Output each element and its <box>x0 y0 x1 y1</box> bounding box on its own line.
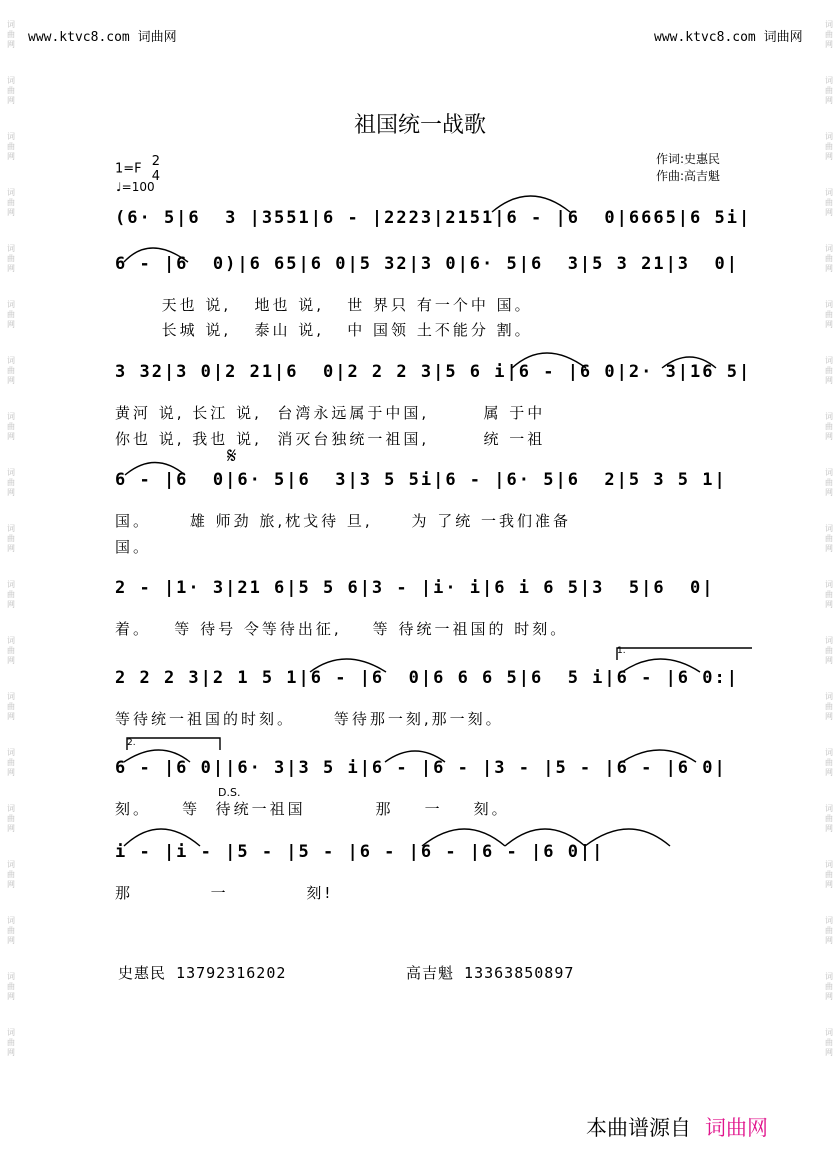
side-watermark-text: 词 曲 网 <box>825 804 833 833</box>
notes-row-2: 6 - |6 0)|6 65|6 0|5 32|3 0|6· 5|6 3|5 3 21|3 0| <box>115 254 739 274</box>
source-footer <box>586 1112 768 1142</box>
first-ending-mark: 1. <box>617 646 626 656</box>
side-watermark-text: 词 曲 网 <box>825 412 833 441</box>
contact-name: 高吉魁 <box>406 964 455 982</box>
side-watermark-text: 词 曲 网 <box>7 692 15 721</box>
side-watermark-text: 词 曲 网 <box>7 860 15 889</box>
tempo-text: =100 <box>121 180 155 194</box>
quarter-note-icon: ♩ <box>116 180 122 194</box>
contact-phone: 13363850897 <box>464 964 575 982</box>
slur <box>124 750 190 762</box>
contact-composer <box>406 962 574 983</box>
slur <box>662 357 716 368</box>
side-watermark-text: 词 曲 网 <box>7 188 15 217</box>
header-left-url[interactable]: www.ktvc8.com 词曲网 <box>28 30 177 45</box>
side-watermark-text: 词 曲 网 <box>7 1028 15 1057</box>
slur <box>512 353 586 368</box>
first-ending-bracket <box>617 648 752 660</box>
side-watermark-text: 词 曲 网 <box>7 580 15 609</box>
slur <box>585 829 670 846</box>
side-watermark-text: 词 曲 网 <box>825 916 833 945</box>
lyrics-row-2-verse-2: 长城 说, 泰山 说, 中 国领 土不能分 割。 <box>115 321 533 339</box>
side-watermark-text: 词 曲 网 <box>825 1028 833 1057</box>
slur <box>124 829 200 846</box>
contact-phone: 13792316202 <box>176 964 287 982</box>
lyricist-credit: 作词:史惠民 <box>656 152 721 166</box>
side-watermark-text: 词 曲 网 <box>825 356 833 385</box>
side-watermark-text: 词 曲 网 <box>825 20 833 49</box>
contact-name: 史惠民 <box>118 964 167 982</box>
lyrics-row-2-verse-1: 天也 说, 地也 说, 世 界只 有一个中 国。 <box>115 296 533 314</box>
notes-row-8: i - |i - |5 - |5 - |6 - |6 - |6 - |6 0|| <box>115 842 605 862</box>
time-sig-bottom: 4 <box>151 169 161 184</box>
notes-row-7: 6 - |6 0||6· 3|3 5 i|6 - |6 - |3 - |5 - |6 - |6 0| <box>115 758 727 778</box>
composer-credit: 作曲:高吉魁 <box>656 169 721 183</box>
lyrics-row-6: 等待统一祖国的时刻。 等待那一刻,那一刻。 <box>115 710 504 728</box>
side-watermark-text: 词 曲 网 <box>7 972 15 1001</box>
slur <box>125 463 185 476</box>
slur <box>385 751 445 762</box>
ds-mark: D.S. <box>218 786 241 799</box>
source-brand-link[interactable]: 词曲网 <box>705 1116 768 1140</box>
side-watermark-text: 词 曲 网 <box>7 412 15 441</box>
lyrics-row-3-verse-2: 你也 说, 我也 说, 消灭台独统一祖国, 统 一祖 <box>115 430 546 448</box>
header-right-url[interactable]: www.ktvc8.com 词曲网 <box>654 30 803 45</box>
slur <box>422 829 505 846</box>
side-watermark-text: 词 曲 网 <box>825 692 833 721</box>
side-watermark-text: 词 曲 网 <box>7 748 15 777</box>
slur <box>310 659 386 672</box>
contact-lyricist <box>118 962 286 983</box>
second-ending-mark: 2. <box>127 738 136 748</box>
side-watermark-text: 词 曲 网 <box>825 580 833 609</box>
side-watermark-text: 词 曲 网 <box>7 468 15 497</box>
side-watermark-text: 词 曲 网 <box>7 356 15 385</box>
notes-row-6: 2 2 2 3|2 1 5 1|6 - |6 0|6 6 6 5|6 5 i|6 - |6 0:| <box>115 668 739 688</box>
side-watermark-text: 词 曲 网 <box>7 244 15 273</box>
lyrics-row-8: 那 一 刻! <box>115 884 334 902</box>
side-watermark-text: 词 曲 网 <box>7 804 15 833</box>
notes-row-4: 6 - |6 0|6· 5|6 3|3 5 5i|6 - |6· 5|6 2|5 3 5 1| <box>115 470 727 490</box>
slur <box>492 196 570 212</box>
side-watermark-text: 词 曲 网 <box>7 300 15 329</box>
slur <box>124 248 188 262</box>
lyrics-row-7: 刻。 等 待统一祖国 那 一 刻。 <box>115 800 510 818</box>
side-watermark-text: 词 曲 网 <box>7 20 15 49</box>
side-watermark-text: 词 曲 网 <box>7 636 15 665</box>
notes-row-3: 3 32|3 0|2 21|6 0|2 2 2 3|5 6 i|6 - |6 0|2· 3|16 5| <box>115 362 752 382</box>
side-watermark-text: 词 曲 网 <box>825 300 833 329</box>
lyrics-row-4-verse-2: 国。 <box>115 538 152 556</box>
notes-row-5: 2 - |1· 3|21 6|5 5 6|3 - |i· i|6 i 6 5|3 5|6 0| <box>115 578 715 598</box>
side-watermark-text: 词 曲 网 <box>825 860 833 889</box>
song-title: 祖国统一战歌 <box>353 113 486 138</box>
side-watermark-text: 词 曲 网 <box>825 748 833 777</box>
side-watermark-text: 词 曲 网 <box>825 188 833 217</box>
side-watermark-text: 词 曲 网 <box>7 132 15 161</box>
slur <box>622 659 700 672</box>
source-prefix: 本曲谱源自 <box>586 1116 691 1140</box>
side-watermark-text: 词 曲 网 <box>7 524 15 553</box>
lyrics-row-5: 着。 等 待号 令等待出征, 等 待统一祖国的 时刻。 <box>115 620 569 638</box>
notes-row-1: (6· 5|6 3 |3551|6 - |2223|2151|6 - |6 0|6665|6 5i| <box>115 208 752 228</box>
side-watermark-text: 词 曲 网 <box>825 524 833 553</box>
side-watermark-text: 词 曲 网 <box>825 132 833 161</box>
key-text: 1=F <box>115 161 142 177</box>
side-watermark-text: 词 曲 网 <box>7 76 15 105</box>
slur <box>505 829 585 846</box>
time-sig-top: 2 <box>151 154 161 169</box>
side-watermark-text: 词 曲 网 <box>825 636 833 665</box>
slur <box>622 750 696 762</box>
side-watermark-text: 词 曲 网 <box>825 468 833 497</box>
side-watermark-text: 词 曲 网 <box>7 916 15 945</box>
side-watermark-text: 词 曲 网 <box>825 76 833 105</box>
second-ending-bracket <box>127 738 220 750</box>
side-watermark-text: 词 曲 网 <box>825 972 833 1001</box>
lyrics-row-3-verse-1: 黄河 说, 长江 说, 台湾永远属于中国, 属 于中 <box>115 404 546 422</box>
segno-sign: 𝄋 <box>227 444 237 469</box>
side-watermark-text: 词 曲 网 <box>825 244 833 273</box>
lyrics-row-4-verse-1: 国。 雄 师劲 旅,枕戈待 旦, 为 了统 一我们准备 <box>115 512 572 530</box>
